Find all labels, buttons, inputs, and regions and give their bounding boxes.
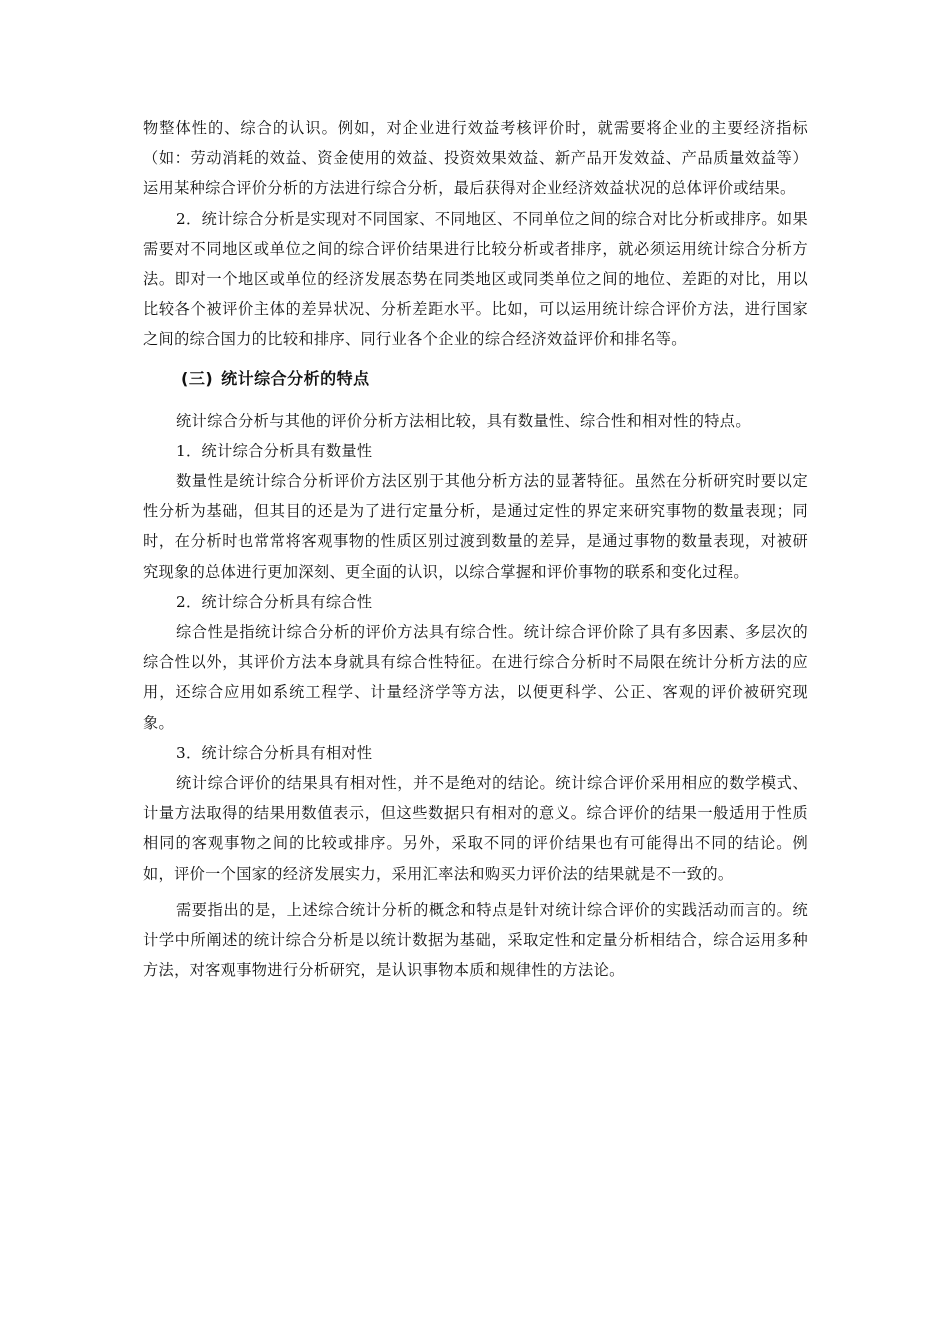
- subheading-comprehensive: 2．统计综合分析具有综合性: [176, 592, 373, 611]
- section-heading-title: 统计综合分析的特点: [221, 368, 370, 388]
- subheading-quantitative: 1．统计综合分析具有数量性: [176, 441, 373, 460]
- subheading-relative: 3．统计综合分析具有相对性: [176, 743, 373, 762]
- paragraph-comparison-ranking: 2．统计综合分析是实现对不同国家、不同地区、不同单位之间的综合对比分析或排序。如果需要对不同地区或单位之间的综合评价结果进行比较分析或者排序，就必须运用统计综合分析方法。即对一个地区或单位的经济发展态势在同类地区或同类单位之间的地位、差距的对比，用以比较各个被评价主体的差异状况、分析差距水平。比如，可以运用统计综合评价方法，进行国家之间的综合国力的比较和排序、同行业各个企业的综合经济效益评价和排名等。: [143, 209, 808, 349]
- section-heading-number: (三): [181, 368, 214, 388]
- paragraph-comprehensive: 综合性是指统计综合分析的评价方法具有综合性。统计综合评价除了具有多因素、多层次的综合性以外，其评价方法本身就具有综合性特征。在进行综合分析时不局限在统计分析方法的应用，还综合应用如系统工程学、计量经济学等方法，以便更科学、公正、客观的评价被研究现象。: [143, 623, 808, 732]
- document-body: [143, 113, 808, 985]
- paragraph-quantitative: 数量性是统计综合分析评价方法区别于其他分析方法的显著特征。虽然在分析研究时要以定性分析为基础，但其目的还是为了进行定量分析，是通过定性的界定来研究事物的数量表现；同时，在分析时也常常将客观事物的性质区别过渡到数量的差异，是通过事物的数量表现，对被研究现象的总体进行更加深刻、更全面的认识，以综合掌握和评价事物的联系和变化过程。: [143, 472, 808, 581]
- paragraph-note: 需要指出的是，上述综合统计分析的概念和特点是针对统计综合评价的实践活动而言的。统计学中所阐述的统计综合分析是以统计数据为基础，采取定性和定量分析相结合，综合运用多种方法，对客观事物进行分析研究，是认识事物本质和规律性的方法论。: [143, 900, 808, 980]
- paragraph-comprehensive-understanding: 物整体性的、综合的认识。例如，对企业进行效益考核评价时，就需要将企业的主要经济指标（如：劳动消耗的效益、资金使用的效益、投资效果效益、新产品开发效益、产品质量效益等）运用某种综合评价分析的方法进行综合分析，最后获得对企业经济效益状况的总体评价或结果。: [143, 119, 808, 198]
- paragraph-relative: 统计综合评价的结果具有相对性，并不是绝对的结论。统计综合评价采用相应的数学模式、计量方法取得的结果用数值表示，但这些数据只有相对的意义。综合评价的结果一般适用于性质相同的客观事物之间的比较或排序。另外，采取不同的评价结果也有可能得出不同的结论。例如，评价一个国家的经济发展实力，采用汇率法和购买力评价法的结果就是不一致的。: [143, 774, 808, 883]
- paragraph-features-intro: 统计综合分析与其他的评价分析方法相比较，具有数量性、综合性和相对性的特点。: [176, 411, 751, 430]
- section-heading: [143, 364, 808, 394]
